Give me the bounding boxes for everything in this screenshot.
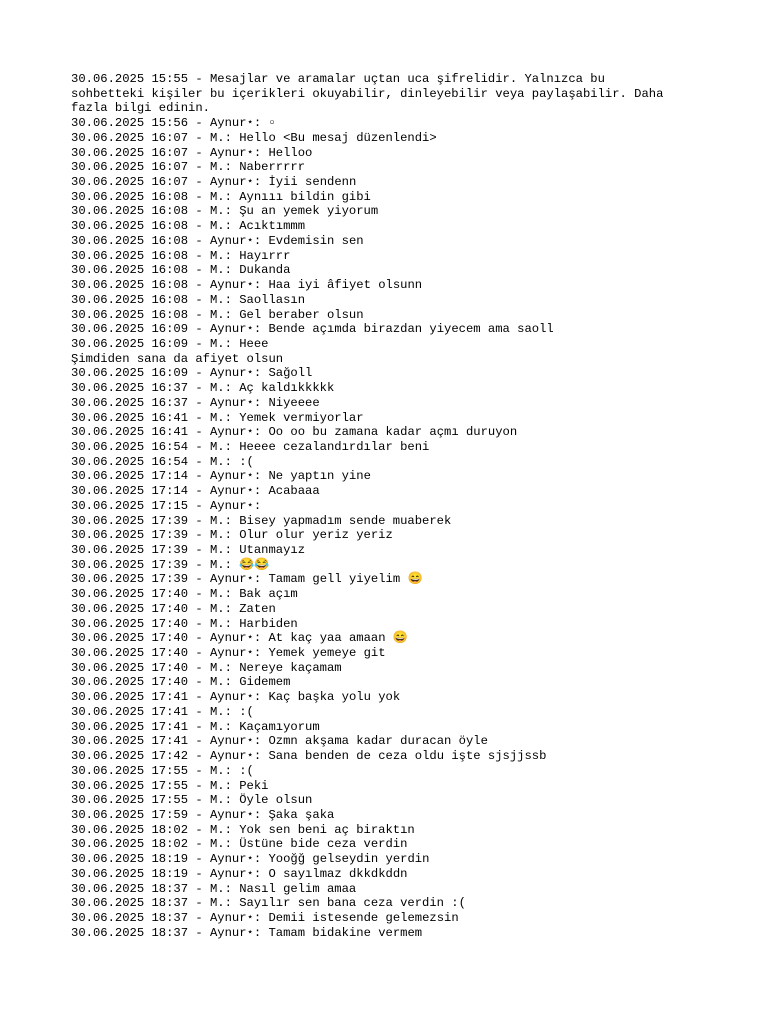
chat-line: 30.06.2025 17:14 - Aynur⋆: Ne yaptın yine — [71, 469, 371, 484]
chat-line: 30.06.2025 16:09 - Aynur⋆: Bende açımda birazdan yiyecem ama saoll — [71, 322, 554, 337]
chat-line: 30.06.2025 17:41 - M.: :( — [71, 704, 254, 719]
chat-line: 30.06.2025 18:19 - Aynur⋆: Yooğğ gelseydin yerdin — [71, 852, 430, 867]
chat-line: 30.06.2025 17:39 - Aynur⋆: Tamam gell yiyelim 😄 — [71, 572, 423, 587]
chat-line: fazla bilgi edinin. — [71, 101, 210, 116]
chat-line: 30.06.2025 16:07 - M.: Naberrrrr — [71, 160, 306, 175]
chat-line: 30.06.2025 17:39 - M.: Olur olur yeriz yeriz — [71, 528, 393, 543]
chat-line: 30.06.2025 16:09 - M.: Heee — [71, 336, 269, 351]
chat-line: 30.06.2025 17:40 - M.: Bak açım — [71, 587, 298, 602]
chat-line: 30.06.2025 18:37 - M.: Sayılır sen bana ceza verdin :( — [71, 896, 466, 911]
chat-line: 30.06.2025 16:07 - Aynur⋆: İyii sendenn — [71, 175, 357, 190]
chat-line: 30.06.2025 16:08 - M.: Dukanda — [71, 263, 291, 278]
chat-line: 30.06.2025 16:08 - Aynur⋆: Evdemisin sen — [71, 233, 364, 248]
chat-line: 30.06.2025 17:55 - M.: :( — [71, 763, 254, 778]
chat-line: 30.06.2025 17:40 - M.: Harbiden — [71, 616, 298, 631]
chat-line: 30.06.2025 16:54 - M.: :( — [71, 454, 254, 469]
chat-line: 30.06.2025 18:37 - Aynur⋆: Tamam bidakine vermem — [71, 925, 423, 940]
chat-line: 30.06.2025 17:39 - M.: 😂😂 — [71, 557, 270, 572]
chat-line: 30.06.2025 17:40 - M.: Zaten — [71, 601, 276, 616]
chat-line: 30.06.2025 17:40 - M.: Gidemem — [71, 675, 291, 690]
chat-line: 30.06.2025 18:02 - M.: Üstüne bide ceza verdin — [71, 837, 408, 852]
chat-line: 30.06.2025 17:40 - Aynur⋆: At kaç yaa amaan 😄 — [71, 631, 409, 646]
chat-line: 30.06.2025 17:39 - M.: Utanmayız — [71, 543, 306, 557]
chat-line: 30.06.2025 16:37 - M.: Aç kaldıkkkkk — [71, 381, 335, 396]
chat-line: 30.06.2025 15:56 - Aynur⋆: ▫ — [71, 116, 276, 131]
chat-export-text — [71, 72, 711, 940]
chat-line: 30.06.2025 16:08 - M.: Şu an yemek yiyorum — [71, 204, 379, 219]
chat-line: 30.06.2025 16:08 - Aynur⋆: Haa iyi âfiyet olsunn — [71, 278, 423, 293]
chat-line: 30.06.2025 16:37 - Aynur⋆: Niyeeee — [71, 395, 320, 410]
chat-line: 30.06.2025 17:40 - Aynur⋆: Yemek yemeye git — [71, 646, 386, 661]
chat-line: 30.06.2025 16:08 - M.: Saollasın — [71, 292, 306, 307]
chat-line: 30.06.2025 18:37 - Aynur⋆: Demii istesende gelemezsin — [71, 910, 459, 925]
chat-line: 30.06.2025 17:15 - Aynur⋆: — [71, 498, 262, 513]
chat-line: 30.06.2025 15:55 - Mesajlar ve aramalar uçtan uca şifrelidir. Yalnızca bu — [71, 72, 605, 86]
chat-line: 30.06.2025 17:41 - M.: Kaçamıyorum — [71, 719, 320, 734]
chat-line: 30.06.2025 17:41 - Aynur⋆: Kaç başka yolu yok — [71, 690, 401, 705]
chat-line: 30.06.2025 16:07 - M.: Hello <Bu mesaj düzenlendi> — [71, 130, 437, 145]
chat-line: 30.06.2025 16:09 - Aynur⋆: Sağoll — [71, 366, 313, 381]
chat-line: 30.06.2025 16:08 - M.: Gel beraber olsun — [71, 307, 364, 322]
chat-line: 30.06.2025 17:14 - Aynur⋆: Acabaaa — [71, 484, 320, 499]
chat-line: 30.06.2025 16:08 - M.: Hayırrr — [71, 248, 291, 263]
chat-line: 30.06.2025 16:54 - M.: Heeee cezalandırdılar beni — [71, 439, 430, 454]
chat-line: 30.06.2025 17:41 - Aynur⋆: Ozmn akşama kadar duracan öyle — [71, 734, 488, 749]
chat-line: 30.06.2025 16:08 - M.: Acıktımmm — [71, 219, 306, 234]
chat-line: 30.06.2025 17:42 - Aynur⋆: Sana benden de ceza oldu işte sjsjjssb — [71, 749, 547, 764]
chat-line: 30.06.2025 18:19 - Aynur⋆: O sayılmaz dkkdkddn — [71, 866, 408, 881]
chat-line: 30.06.2025 16:41 - M.: Yemek vermiyorlar — [71, 410, 364, 425]
chat-line: Şimdiden sana da afiyet olsun — [71, 351, 284, 366]
chat-line: 30.06.2025 16:41 - Aynur⋆: Oo oo bu zamana kadar açmı duruyon — [71, 425, 518, 440]
chat-line: 30.06.2025 16:08 - M.: Aynııı bildin gibi — [71, 189, 371, 204]
chat-line: 30.06.2025 18:37 - M.: Nasıl gelim amaa — [71, 881, 357, 896]
chat-line: 30.06.2025 17:55 - M.: Peki — [71, 778, 269, 793]
chat-line: 30.06.2025 16:07 - Aynur⋆: Helloo — [71, 145, 313, 160]
chat-line: 30.06.2025 18:02 - M.: Yok sen beni aç biraktın — [71, 822, 415, 837]
chat-line: 30.06.2025 17:59 - Aynur⋆: Şaka şaka — [71, 807, 335, 822]
chat-line: sohbetteki kişiler bu içerikleri okuyabilir, dinleyebilir veya paylaşabilir. Daha — [71, 86, 664, 101]
chat-line: 30.06.2025 17:40 - M.: Nereye kaçamam — [71, 660, 342, 675]
chat-line: 30.06.2025 17:55 - M.: Öyle olsun — [71, 793, 313, 808]
chat-line: 30.06.2025 17:39 - M.: Bisey yapmadım sende muaberek — [71, 513, 452, 528]
